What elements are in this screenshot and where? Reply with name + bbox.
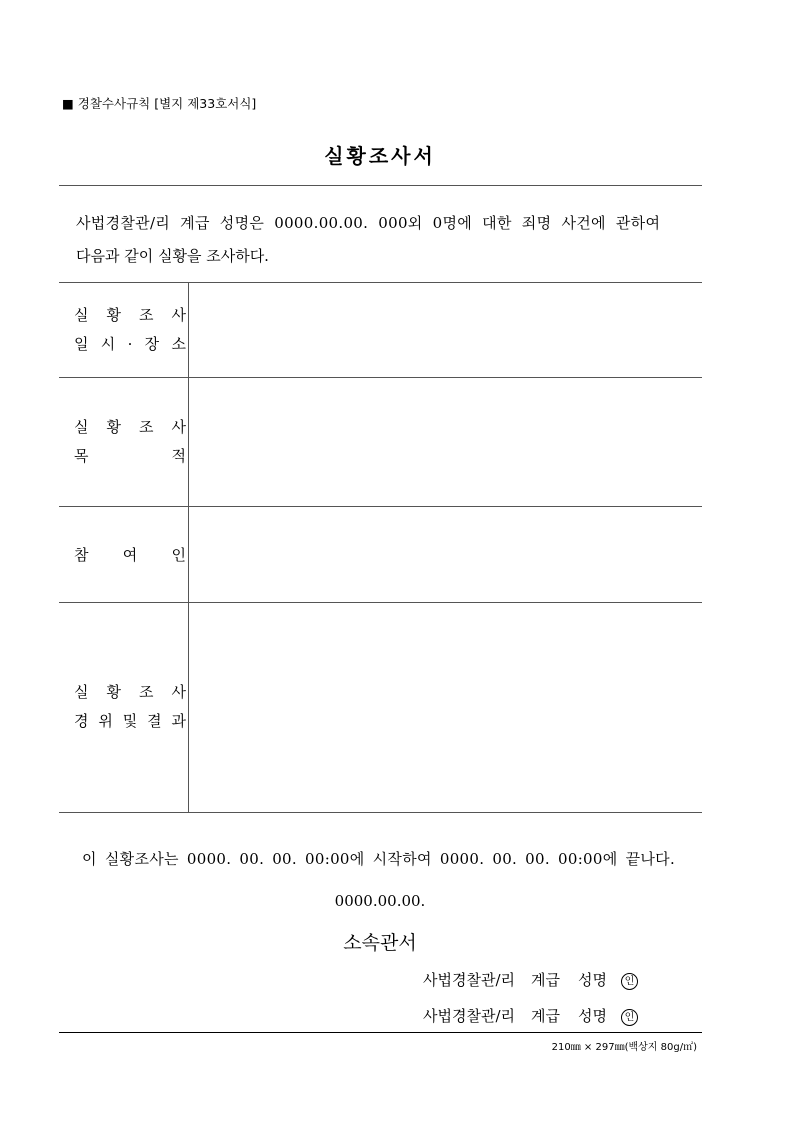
divider-top <box>59 185 702 186</box>
label-participants <box>74 541 186 570</box>
table-column-divider <box>188 282 189 812</box>
signer-role: 사법경찰관/리 <box>423 971 515 989</box>
signature-line-1 <box>423 969 638 990</box>
label-line: 경 위 및 결 과 <box>74 712 186 730</box>
label-line: 실 황 조 사 <box>74 306 186 324</box>
signer-rank: 계급 <box>531 1007 560 1025</box>
signer-name: 성명 <box>577 971 607 989</box>
label-inspection-datetime-place <box>74 301 186 359</box>
field-inspection-purpose[interactable] <box>190 378 700 505</box>
label-line: 실 황 조 사 <box>74 683 186 701</box>
form-reference-note: ■ 경찰수사규칙 [별지 제33호서식] <box>62 96 257 111</box>
field-inspection-datetime-place[interactable] <box>190 283 700 376</box>
intro-line-2: 다음과 같이 실황을 조사하다. <box>76 247 269 265</box>
paper-spec-note: 210㎜ × 297㎜(백상지 80g/㎡) <box>551 1042 697 1053</box>
field-participants[interactable] <box>190 507 700 601</box>
label-line: 목 적 <box>74 447 186 465</box>
signer-rank: 계급 <box>531 971 560 989</box>
table-bottom-border <box>59 812 702 813</box>
label-line: 참 여 인 <box>74 546 186 564</box>
closing-statement: 이 실황조사는 0000. 00. 00. 00:00에 시작하여 0000. 00. 00. 00:00에 끝나다. <box>82 850 676 868</box>
field-inspection-process-result[interactable] <box>190 603 700 811</box>
intro-line-1: 사법경찰관/리 계급 성명은 0000.00.00. 000외 0명에 대한 죄명 사건에 관하여 <box>76 214 661 232</box>
label-inspection-process-result <box>74 678 186 736</box>
intro-paragraph <box>76 207 660 273</box>
signer-role: 사법경찰관/리 <box>423 1007 515 1025</box>
document-title: 실황조사서 <box>324 144 436 168</box>
issuing-office: 소속관서 <box>343 932 417 954</box>
label-inspection-purpose <box>74 413 186 471</box>
label-line: 일 시 · 장 소 <box>74 335 186 353</box>
signer-name: 성명 <box>577 1007 607 1025</box>
divider-bottom <box>59 1032 702 1033</box>
seal-icon: 인 <box>621 1009 638 1026</box>
signature-line-2 <box>423 1005 638 1026</box>
document-date: 0000.00.00. <box>334 892 426 910</box>
label-line: 실 황 조 사 <box>74 418 186 436</box>
seal-icon: 인 <box>621 973 638 990</box>
